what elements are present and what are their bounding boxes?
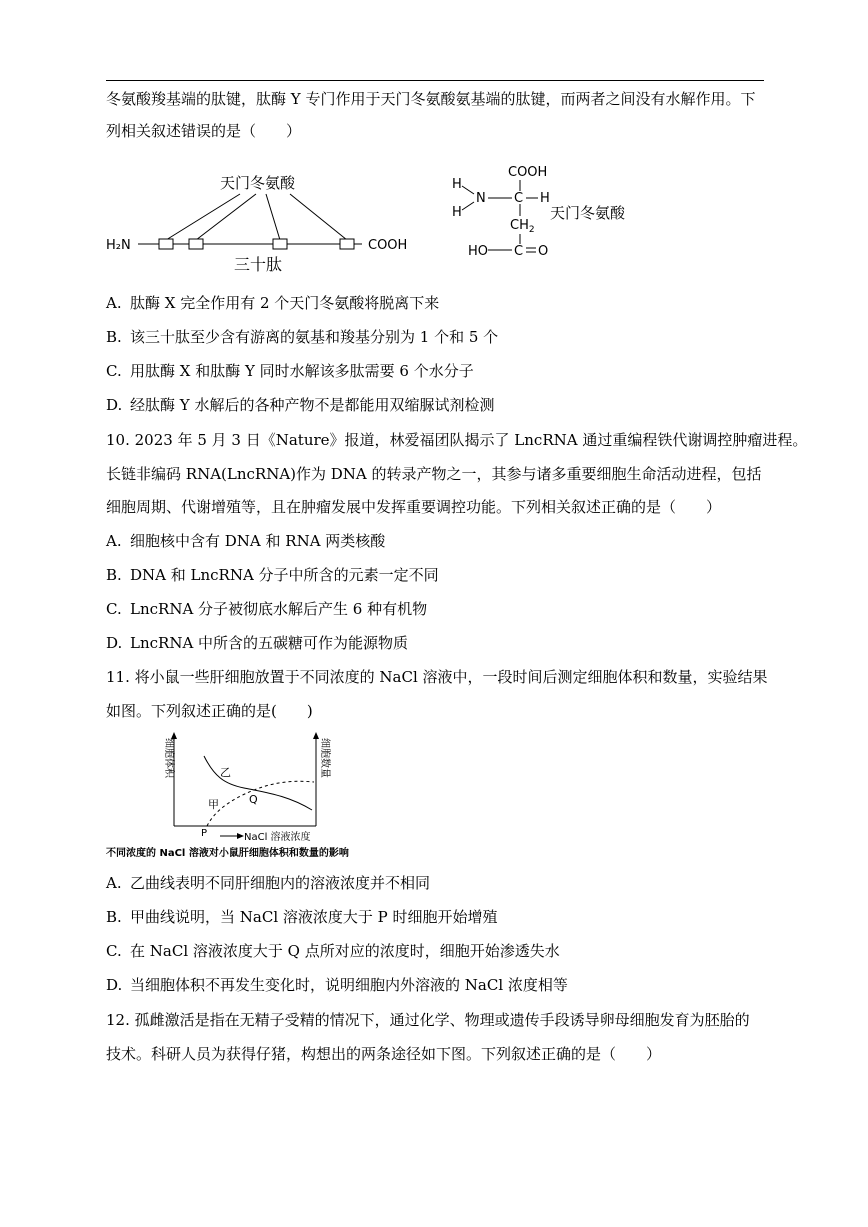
q11-stem-line-1: 11. 将小鼠一些肝细胞放置于不同浓度的 NaCl 溶液中，一段时间后测定细胞体积和数量，实验结果: [106, 668, 768, 686]
point-q-label: Q: [249, 793, 258, 806]
q9-stem-line-1: 冬氨酸羧基端的肽键，肽酶 Y 专门作用于天门冬氨酸氨基端的肽键，而两者之间没有水解作用。下: [106, 90, 756, 108]
q11-option-b: B. 甲曲线说明，当 NaCl 溶液浓度大于 P 时细胞开始增殖: [106, 908, 498, 926]
q10-stem-line-2: 长链非编码 RNA(LncRNA)作为 DNA 的转录产物之一，其参与诸多重要细胞生命活动进程，包括: [106, 465, 762, 483]
q10-stem-line-3: 细胞周期、代谢增殖等，且在肿瘤发展中发挥重要调控功能。下列相关叙述正确的是（ ）: [106, 498, 722, 516]
curve-jia: [207, 781, 314, 826]
q11-option-a: A. 乙曲线表明不同肝细胞内的溶液浓度并不相同: [106, 874, 431, 892]
q9-peptide-label: 三十肽: [234, 255, 283, 274]
struct-h2: H: [452, 205, 462, 220]
point-p-label: P: [201, 828, 208, 839]
curve-jia-label: 甲: [208, 798, 219, 811]
struct-n: N: [476, 191, 486, 206]
struct-h3: H: [540, 191, 550, 206]
residue-box: [189, 239, 203, 249]
q9-aspartate-structure: [446, 158, 646, 268]
q11-stem-line-2: 如图。下列叙述正确的是( ): [106, 702, 313, 720]
q10-option-a: A. 细胞核中含有 DNA 和 RNA 两类核酸: [106, 532, 386, 550]
curve-yi-label: 乙: [220, 766, 231, 779]
q9-cooh: COOH: [368, 238, 408, 253]
x-axis-label: NaCl 溶液浓度: [244, 832, 311, 843]
struct-h1: H: [452, 177, 462, 192]
q9-h2n: H₂N: [106, 238, 131, 253]
q12-stem-line-2: 技术。科研人员为获得仔猪，构想出的两条途径如下图。下列叙述正确的是（ ）: [106, 1045, 662, 1063]
residue-box: [159, 239, 173, 249]
struct-c: C: [514, 191, 524, 206]
struct-cooh: COOH: [508, 165, 548, 180]
header-rule: [106, 80, 764, 81]
residue-box: [273, 239, 287, 249]
q11-option-c: C. 在 NaCl 溶液浓度大于 Q 点所对应的浓度时，细胞开始渗透失水: [106, 942, 560, 960]
q9-option-b: B. 该三十肽至少含有游离的氨基和羧基分别为 1 个和 5 个: [106, 328, 499, 346]
q9-option-c: C. 用肽酶 X 和肽酶 Y 同时水解该多肽需要 6 个水分子: [106, 362, 474, 380]
curve-yi: [204, 756, 312, 810]
q11-option-d: D. 当细胞体积不再发生变化时，说明细胞内外溶液的 NaCl 浓度相等: [106, 976, 568, 994]
q12-stem-line-1: 12. 孤雌激活是指在无精子受精的情况下，通过化学、物理或遗传手段诱导卵母细胞发育为胚胎的: [106, 1011, 750, 1029]
q9-option-a: A. 肽酶 X 完全作用有 2 个天门冬氨酸将脱离下来: [106, 294, 440, 312]
q9-right-label: 天门冬氨酸: [550, 204, 626, 222]
q9-option-d: D. 经肽酶 Y 水解后的各种产物不是都能用双缩脲试剂检测: [106, 396, 495, 414]
q10-option-c: C. LncRNA 分子被彻底水解后产生 6 种有机物: [106, 600, 428, 618]
residue-box: [340, 239, 354, 249]
struct-ch2: $CH_2$: [510, 218, 535, 235]
q9-left-label: 天门冬氨酸: [220, 174, 296, 192]
q9-peptide-figure: [100, 160, 430, 280]
struct-ho: HO: [468, 244, 489, 259]
struct-o: O: [538, 244, 549, 259]
q11-graph: [104, 728, 404, 863]
q10-option-b: B. DNA 和 LncRNA 分子中所含的元素一定不同: [106, 566, 439, 584]
graph-caption: 不同浓度的 NaCl 溶液对小鼠肝细胞体积和数量的影响: [106, 848, 349, 859]
q10-option-d: D. LncRNA 中所含的五碳糖可作为能源物质: [106, 634, 409, 652]
struct-c2: C: [514, 244, 524, 259]
y-left-label: 细胞体积: [163, 738, 174, 778]
q9-stem-line-2: 列相关叙述错误的是（ ）: [106, 122, 302, 140]
q10-stem-line-1: 10. 2023 年 5 月 3 日《Nature》报道，林爱福团队揭示了 LncRNA 通过重编程铁代谢调控肿瘤进程。: [106, 431, 808, 449]
y-right-label: 细胞数量: [319, 738, 330, 778]
